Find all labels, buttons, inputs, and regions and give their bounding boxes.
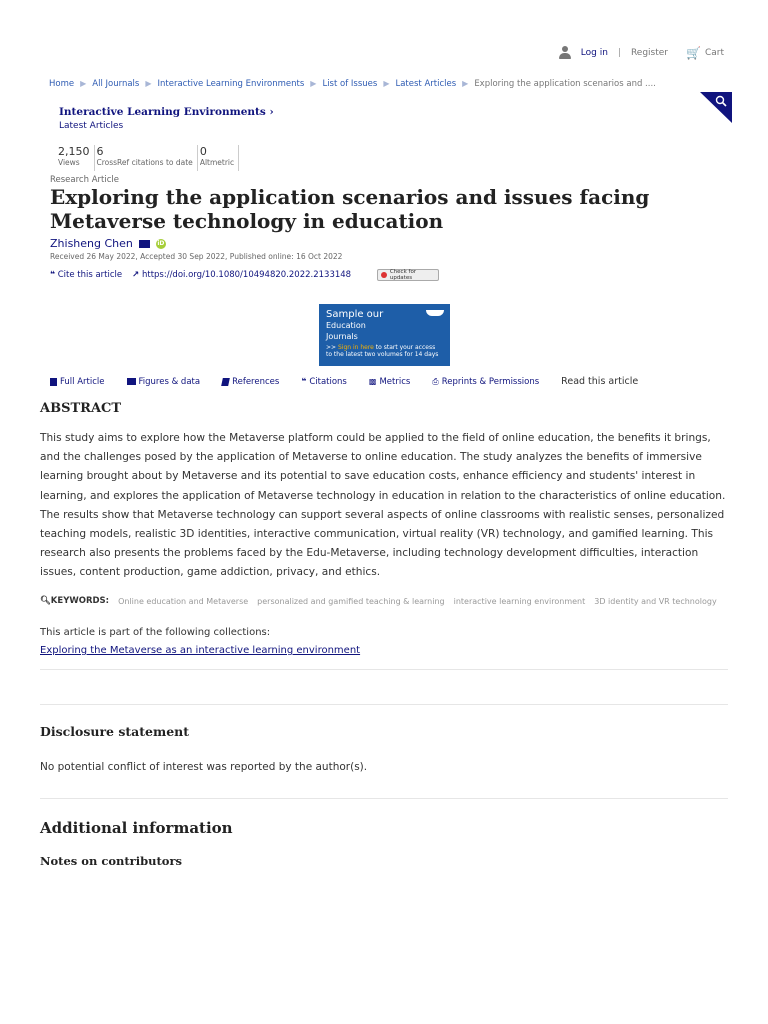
breadcrumb-arrow-icon: ▶ [80,79,87,88]
image-icon [127,378,136,385]
collection-link[interactable]: Exploring the Metaverse as an interactive learning environment [40,645,361,656]
publication-dates: Received 26 May 2022, Accepted 30 Sep 2022, Published online: 16 Oct 2022 [50,252,343,261]
divider [40,669,728,670]
article-tabs [50,376,638,387]
tab-reprints-permissions[interactable] [432,377,539,387]
metric-citations[interactable] [97,145,198,171]
register-link[interactable]: Register [630,48,669,58]
metric-label: Altmetric [199,158,235,167]
user-toolbar [559,46,724,60]
disclosure-text: No potential conflict of interest was reported by the author(s). [40,761,368,773]
keywords-label [40,596,109,606]
tab-references[interactable] [222,377,279,387]
breadcrumb-arrow-icon: ▶ [462,79,469,88]
tab-label: Citations [309,376,347,387]
cite-this-article-link[interactable] [50,270,122,280]
check-for-updates-button[interactable] [377,269,439,281]
print-icon: ⎙ [432,376,439,386]
journal-title[interactable] [59,106,274,118]
keyword-link[interactable]: interactive learning environment [453,596,586,606]
metric-views [58,145,95,171]
breadcrumb-latest[interactable]: Latest Articles [395,79,457,89]
doi-link[interactable] [132,270,351,280]
tab-figures-data[interactable] [127,377,201,387]
tab-label: References [232,376,280,387]
keywords [40,596,717,606]
breadcrumb-all-journals[interactable]: All Journals [92,79,140,89]
journal-title-text: Interactive Learning Environments [59,106,266,118]
abstract-heading: ABSTRACT [40,401,122,416]
breadcrumb-journal[interactable]: Interactive Learning Environments [157,79,305,89]
citation-row [50,269,439,281]
breadcrumb-arrow-icon: ▶ [310,79,317,88]
ad-line-3: Journals [326,332,358,341]
chevron-right-icon: › [269,106,274,118]
collections-intro: This article is part of the following collections: [40,627,271,638]
breadcrumb-current: Exploring the application scenarios and .... [474,79,656,89]
ad-line-2: Education [326,321,366,330]
abstract-text: This study aims to explore how the Metaverse platform could be applied to the field of online education, the benefits it brings, and the challenges posed by the application of Metaverse to online education. The study analyzes the benefits of immersive learning brought about by Metaverse and its potential to save education costs, enhance efficiency and students' interest in learning, and explores the application of Metaverse technology in education in relation to the characteristics of online education. The results show that Metaverse technology can support several aspects of online classrooms with realistic senses, personalized teaching models, realistic 3D identities, interactive communication, virtual reality (VR) technology, and gamified learning. This research also presents the problems faced by the Edu-Metaverse, including technology development difficulties, interaction issues, content production, game addiction, privacy, and ethics. [40,432,726,579]
author-name-link[interactable]: Zhisheng Chen [50,237,133,250]
keyword-link[interactable]: Online education and Metaverse [118,596,249,606]
link-icon: ↗ [132,270,140,280]
article-title: Exploring the application scenarios and issues facing Metaverse technology in education [50,185,650,233]
metric-label: Views [58,158,80,167]
read-this-article-button[interactable]: Read this article [561,376,639,387]
crossmark-icon [381,272,387,278]
ad-cta-prefix: >> [326,344,338,351]
metric-value: 0 [199,145,207,158]
additional-info-heading: Additional information [40,819,233,837]
bar-chart-icon: ▩ [368,377,377,386]
cart-icon: 🛒 [686,46,701,60]
metric-value: 6 [96,145,104,158]
metric-label: CrossRef citations to date [96,158,193,167]
article-metrics [58,145,241,171]
toolbar-separator: | [617,48,621,58]
tab-label: Figures & data [138,376,201,387]
author-line [50,237,166,250]
latest-articles-link[interactable]: Latest Articles [59,121,124,131]
check-updates-label: Check for updates [389,269,417,281]
doi-text: https://doi.org/10.1080/10494820.2022.2133148 [141,270,352,280]
envelope-icon[interactable] [139,240,150,248]
login-link[interactable]: Log in [580,48,608,58]
cite-label: Cite this article [57,270,123,280]
search-icon: 🔍︎ [40,596,51,606]
tab-full-article[interactable] [50,377,105,387]
keyword-link[interactable]: 3D identity and VR technology [594,596,717,606]
metric-value: 2,150 [58,145,90,158]
keywords-label-text: KEYWORDS: [50,596,110,606]
tab-citations[interactable] [301,377,347,387]
tab-metrics[interactable] [369,377,410,387]
ad-line-1: Sample our [326,309,384,320]
metric-altmetric[interactable] [200,145,239,171]
breadcrumb-arrow-icon: ▶ [383,79,390,88]
search-toggle-button[interactable] [700,92,732,123]
breadcrumb-issues[interactable]: List of Issues [322,79,378,89]
sample-journals-ad[interactable] [319,304,450,366]
keyword-link[interactable]: personalized and gamified teaching & learning [257,596,445,606]
notes-on-contributors-heading: Notes on contributors [40,854,183,868]
ad-cta-rest: to start your access [373,344,436,351]
tab-label: Metrics [379,376,411,387]
tab-label: Full Article [60,376,105,387]
search-icon [700,92,732,123]
breadcrumb-home[interactable]: Home [49,79,75,89]
user-icon [559,46,571,60]
ad-cta-line-2: to the latest two volumes for 14 days [326,351,439,358]
ad-cta [326,344,443,358]
quote-icon: ❝ [301,376,307,387]
disclosure-heading: Disclosure statement [40,724,190,739]
tab-label: Reprints & Permissions [441,376,540,387]
divider [40,798,728,799]
breadcrumb [49,79,656,89]
quote-icon: ❝ [50,270,55,280]
book-icon [221,378,230,386]
breadcrumb-arrow-icon: ▶ [145,79,152,88]
cart-label: Cart [704,48,724,58]
orcid-icon[interactable]: iD [157,239,165,247]
ad-sign-in-link[interactable]: Sign in here [337,344,374,351]
cart-button[interactable] [686,46,724,60]
document-icon [50,378,57,386]
divider [40,704,728,705]
article-type: Research Article [50,175,119,185]
